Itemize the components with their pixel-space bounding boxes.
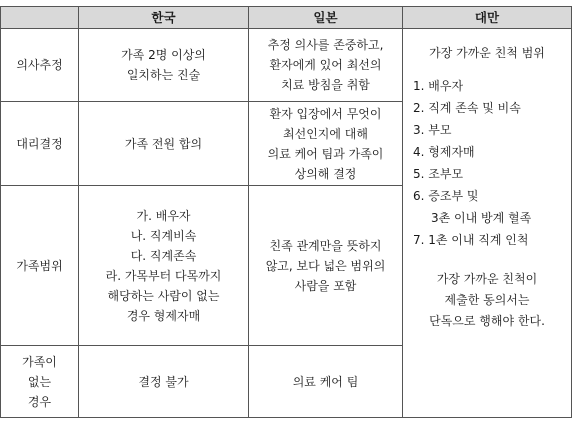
japan-cell — [249, 29, 403, 102]
cell-line: 단독으로 행해야 한다. — [429, 314, 545, 328]
korea-cell — [79, 102, 249, 186]
cell-line: 치료 방침을 취함 — [281, 78, 370, 92]
korea-cell — [79, 186, 249, 346]
cell-line: 사람을 포함 — [294, 278, 357, 293]
row-label-line: 의사추정 — [16, 58, 63, 72]
row-label — [1, 102, 79, 186]
cell-line: 환자 입장에서 무엇이 — [269, 106, 382, 121]
cell-line: 환자에게 있어 최선의 — [269, 58, 382, 72]
cell-line: 추정 의사를 존중하고, — [267, 38, 384, 52]
list-item: 7. 1촌 이내 직계 인척 — [413, 233, 529, 247]
japan-cell — [249, 346, 403, 418]
list-item: 2. 직계 존속 및 비속 — [413, 101, 521, 115]
list-item: 3. 부모 — [413, 123, 452, 137]
cell-line: 친족 관계만을 뜻하지 — [269, 238, 382, 253]
row-label-line: 없는 — [27, 374, 52, 389]
cell-line: 결정 불가 — [138, 374, 189, 389]
cell-line: 의료 케어 팀과 가족이 — [267, 146, 384, 161]
cell-line: 일치하는 진술 — [126, 68, 201, 82]
row-label — [1, 29, 79, 102]
taiwan-top: 가장 가까운 친척 범위 — [429, 46, 545, 60]
list-item: 3촌 이내 방계 혈족 — [431, 211, 532, 225]
row-label-line: 가족이 — [22, 354, 57, 369]
cell-line: 다. 직계존속 — [130, 248, 197, 263]
header-korea: 한국 — [79, 7, 249, 29]
list-item: 6. 증조부 및 — [413, 189, 479, 203]
cell-line: 나. 직계비속 — [130, 228, 197, 243]
cell-line: 최선인지에 대해 — [283, 126, 368, 141]
row-label — [1, 186, 79, 346]
cell-line: 상의해 결정 — [294, 166, 357, 181]
header-corner — [1, 7, 79, 29]
taiwan-cell — [403, 29, 572, 418]
row-label-line: 가족범위 — [16, 258, 63, 273]
list-item: 5. 조부모 — [413, 167, 464, 181]
taiwan-bottom — [405, 251, 569, 332]
header-japan: 일본 — [249, 7, 403, 29]
cell-line: 않고, 보다 넓은 범위의 — [265, 258, 386, 273]
comparison-table — [0, 6, 572, 418]
cell-line: 의료 케어 팀 — [292, 374, 359, 389]
header-taiwan: 대만 — [403, 7, 572, 29]
list-item: 1. 배우자 — [413, 79, 464, 93]
korea-cell — [79, 29, 249, 102]
header-row — [1, 7, 572, 29]
cell-line: 가. 배우자 — [136, 208, 191, 223]
cell-line: 가장 가까운 친척이 — [436, 272, 538, 286]
japan-cell — [249, 186, 403, 346]
row-label — [1, 346, 79, 418]
cell-line: 해당하는 사람이 없는 — [107, 288, 220, 303]
table-row — [1, 29, 572, 102]
cell-line: 가족 전원 합의 — [124, 136, 203, 151]
cell-line: 경우 형제자매 — [126, 308, 201, 323]
japan-cell — [249, 102, 403, 186]
cell-line: 가족 2명 이상의 — [121, 48, 206, 62]
cell-line: 라. 가목부터 다목까지 — [105, 268, 222, 283]
korea-cell — [79, 346, 249, 418]
taiwan-list — [405, 75, 569, 251]
cell-line: 제출한 동의서는 — [444, 293, 530, 307]
list-item: 4. 형제자매 — [413, 145, 475, 159]
row-label-line: 경우 — [27, 394, 52, 409]
row-label-line: 대리결정 — [16, 136, 63, 151]
